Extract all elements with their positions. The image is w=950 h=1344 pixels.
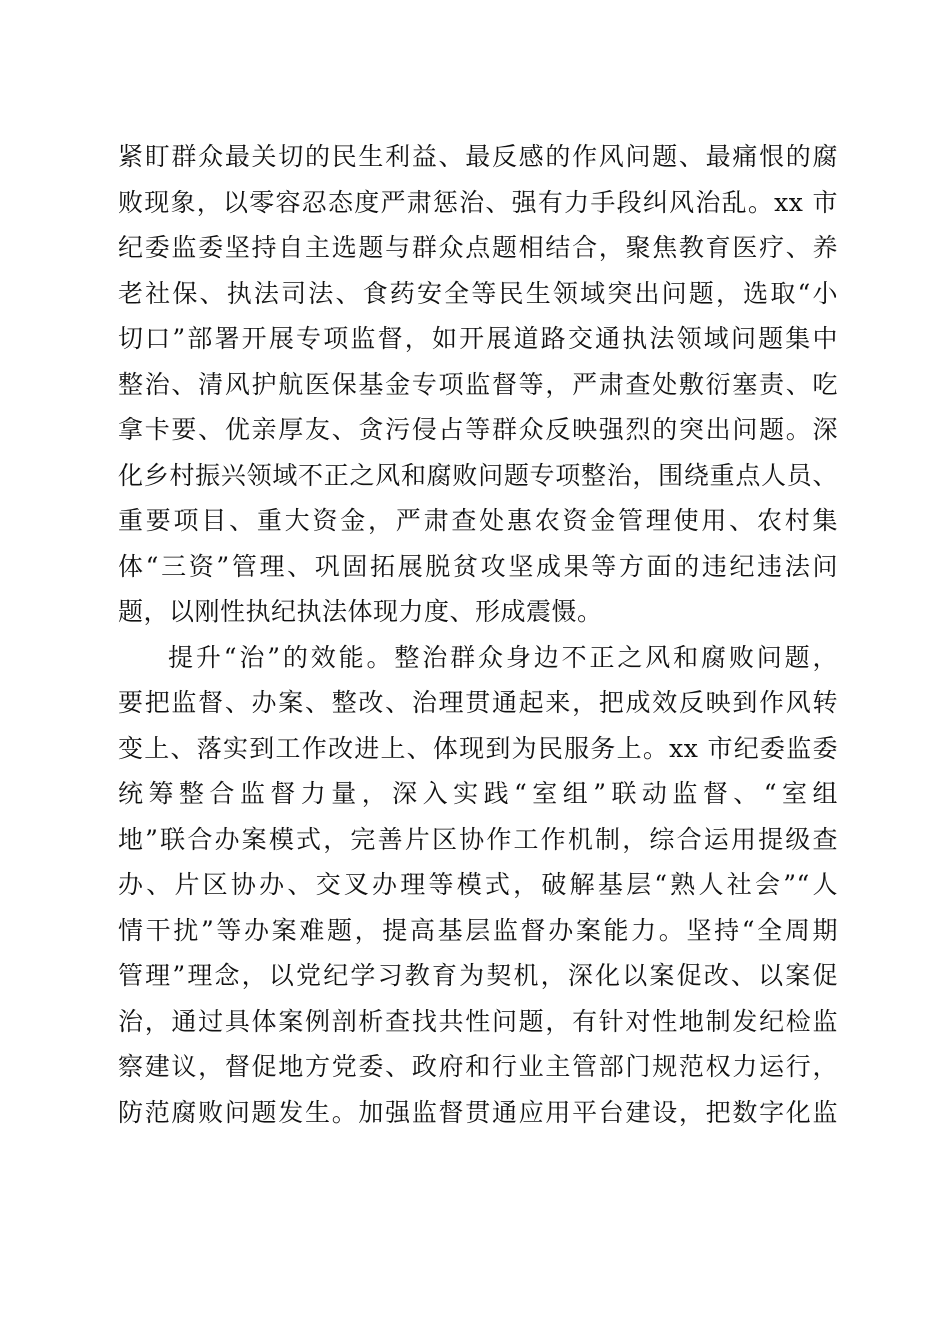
paragraph-line: 治，通过具体案例剖析查找共性问题，有针对性地制发纪检监 xyxy=(118,1006,838,1036)
paragraph-line: 切口”部署开展专项监督，如开展道路交通执法领域问题集中 xyxy=(118,324,838,353)
paragraph-line: 纪委监委坚持自主选题与群众点题相结合，聚焦教育医疗、养 xyxy=(118,233,838,262)
paragraph-line: 老社保、执法司法、食药安全等民生领域突出问题，选取“小 xyxy=(118,278,838,308)
paragraph-1 xyxy=(118,134,838,635)
paragraph-line: 化乡村振兴领域不正之风和腐败问题专项整治，围绕重点人员、 xyxy=(118,460,838,490)
paragraph-line: 重要项目、重大资金，严肃查处惠农资金管理使用、农村集 xyxy=(118,506,838,535)
paragraph-line: 办、片区协办、交叉办理等模式，破解基层“熟人社会”“人 xyxy=(118,870,838,899)
paragraph-line: 变上、落实到工作改进上、体现到为民服务上。xx 市纪委监委 xyxy=(118,733,838,763)
paragraph-line: 要把监督、办案、整改、治理贯通起来，把成效反映到作风转 xyxy=(118,688,838,717)
paragraph-line: 地”联合办案模式，完善片区协作工作机制，综合运用提级查 xyxy=(118,824,838,854)
paragraph-line: 紧盯群众最关切的民生利益、最反感的作风问题、最痛恨的腐 xyxy=(118,142,838,171)
document-body xyxy=(118,134,838,1135)
paragraph-line: 统筹整合监督力量，深入实践“室组”联动监督、“室组 xyxy=(118,779,838,808)
paragraph-2 xyxy=(118,635,838,1136)
paragraph-line: 察建议，督促地方党委、政府和行业主管部门规范权力运行， xyxy=(118,1052,838,1081)
paragraph-line: 题，以刚性执纪执法体现力度、形成震慑。 xyxy=(118,597,603,626)
paragraph-line: 防范腐败问题发生。加强监督贯通应用平台建设，把数字化监 xyxy=(118,1097,838,1127)
paragraph-line: 整治、清风护航医保基金专项监督等，严肃查处敷衍塞责、吃 xyxy=(118,369,838,399)
paragraph-line: 情干扰”等办案难题，提高基层监督办案能力。坚持“全周期 xyxy=(118,915,838,945)
paragraph-line: 拿卡要、优亲厚友、贪污侵占等群众反映强烈的突出问题。深 xyxy=(118,415,838,444)
paragraph-line: 体“三资”管理、巩固拓展脱贫攻坚成果等方面的违纪违法问 xyxy=(118,551,838,581)
paragraph-line: 提升“治”的效能。整治群众身边不正之风和腐败问题， xyxy=(168,642,838,672)
paragraph-line: 败现象，以零容忍态度严肃惩治、强有力手段纠风治乱。xx 市 xyxy=(118,187,838,217)
paragraph-line: 管理”理念，以党纪学习教育为契机，深化以案促改、以案促 xyxy=(118,961,838,990)
